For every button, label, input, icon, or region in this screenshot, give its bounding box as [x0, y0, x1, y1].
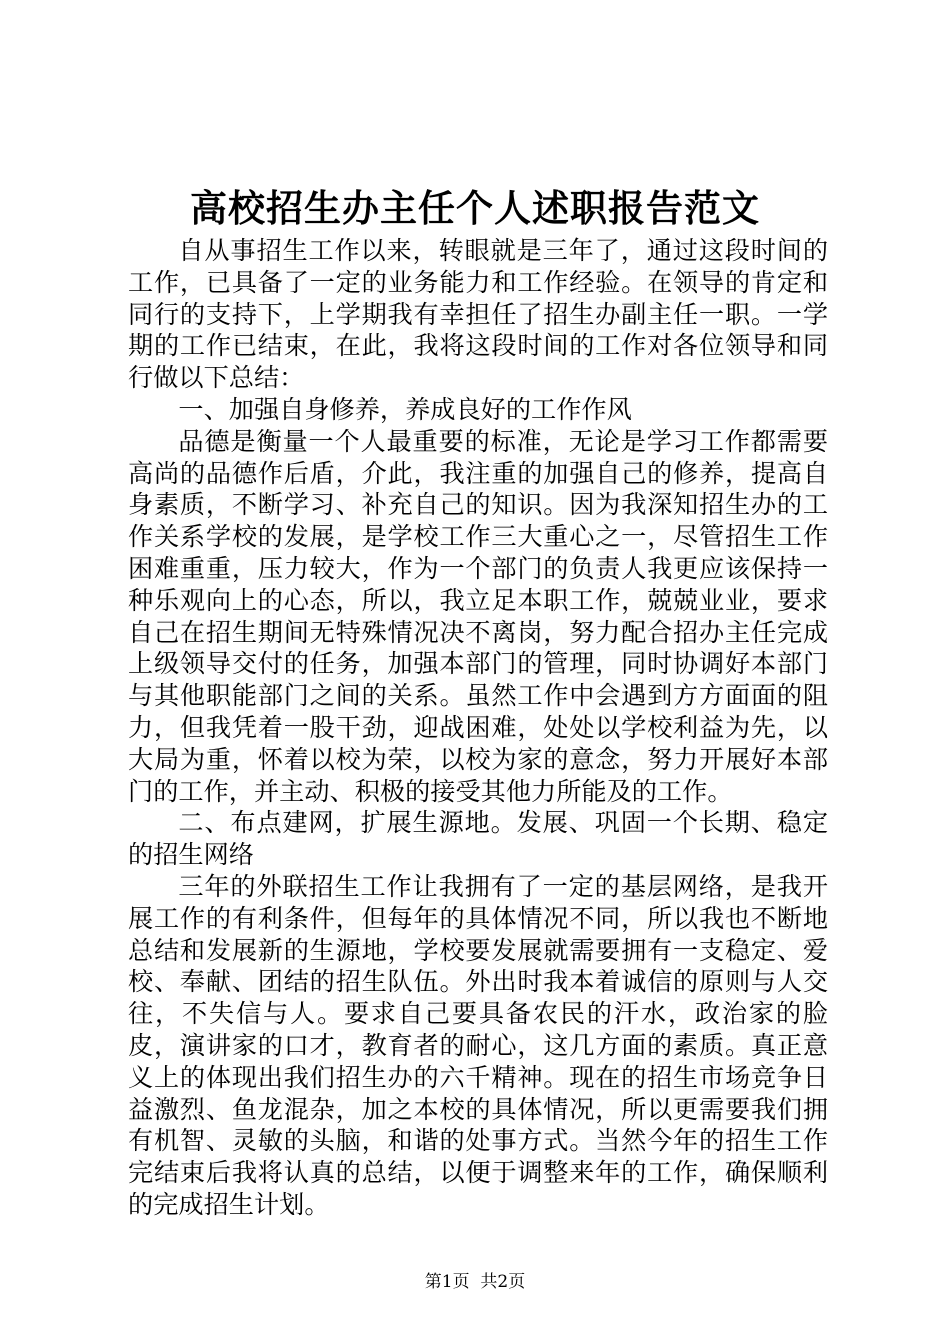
- intro-paragraph: 自从事招生工作以来，转眼就是三年了，通过这段时间的工作，已具备了一定的业务能力和工作经验。在领导的肯定和同行的支持下，上学期我有幸担任了招生办副主任一职。一学期的工作已结束，在此，我将这段时间的工作对各位领导和同行做以下总结：: [128, 236, 828, 393]
- document-title: 高校招生办主任个人述职报告范文: [190, 186, 760, 230]
- section-heading-1: 一、加强自身修养，养成良好的工作作风: [178, 394, 632, 424]
- section-1-paragraph: 品德是衡量一个人最重要的标准，无论是学习工作都需要高尚的品德作后盾，介此，我注重的加强自己的修养，提高自身素质，不断学习、补充自己的知识。因为我深知招生办的工作关系学校的发展，是学校工作三大重心之一，尽管招生工作困难重重，压力较大，作为一个部门的负责人我更应该保持一种乐观向上的心态，所以，我立足本职工作，兢兢业业，要求自己在招生期间无特殊情况决不离岗，努力配合招办主任完成上级领导交付的任务，加强本部门的管理，同时协调好本部门与其他职能部门之间的关系。虽然工作中会遇到方方面面的阻力，但我凭着一股干劲，迎战困难，处处以学校利益为先，以大局为重，怀着以校为荣，以校为家的意念，努力开展好本部门的工作，并主动、积极的接受其他力所能及的工作。: [128, 426, 828, 806]
- document-body: [128, 235, 828, 1221]
- section-2-paragraph: 三年的外联招生工作让我拥有了一定的基层网络，是我开展工作的有利条件，但每年的具体情况不同，所以我也不断地总结和发展新的生源地，学校要发展就需要拥有一支稳定、爱校、奉献、团结的招生队伍。外出时我本着诚信的原则与人交往，不失信与人。要求自己要具备农民的汗水，政治家的脸皮，演讲家的口才，教育者的耐心，这几方面的素质。真正意义上的体现出我们招生办的六千精神。现在的招生市场竞争日益激烈、鱼龙混杂，加之本校的具体情况，所以更需要我们拥有机智、灵敏的头脑，和谐的处事方式。当然今年的招生工作完结束后我将认真的总结，以便于调整来年的工作，确保顺利的完成招生计划。: [128, 871, 828, 1219]
- page-number-footer: 第1页 共2页: [424, 1272, 526, 1292]
- section-heading-2: 二、布点建网，扩展生源地。发展、巩固一个长期、稳定的招生网络: [128, 808, 828, 870]
